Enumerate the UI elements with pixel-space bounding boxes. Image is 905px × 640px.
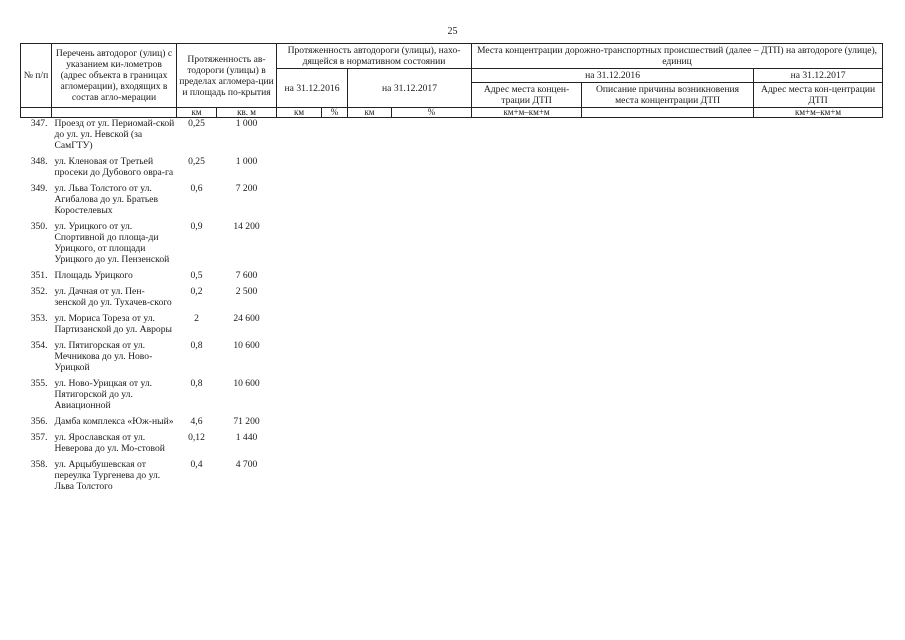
road-name: ул. Пятигорская от ул. Мечникова до ул. Ново-Урицкой	[54, 340, 153, 373]
header-dtp-addr-2016: Адрес места концен-трации ДТП	[472, 83, 582, 108]
road-name: ул. Ярославская от ул. Неверова до ул. Мо-стовой	[54, 432, 165, 454]
table-header	[21, 44, 883, 118]
road-area-sqm: 1 440	[235, 432, 258, 443]
row-number: 348.	[30, 156, 48, 167]
roads-table-container	[20, 43, 882, 497]
row-empty-cells	[277, 313, 883, 340]
table-row	[21, 416, 883, 432]
road-name: ул. Льва Толстого от ул. Агибалова до ул. Братьев Коростелевых	[54, 183, 159, 216]
road-name: ул. Урицкого от ул. Спортивной до площа-ди Урицкого, от площади Урицкого до ул. Пензенской	[54, 221, 170, 265]
header-dtp-desc-2016: Описание причины возникновения места концентрации ДТП	[582, 83, 754, 108]
road-area-sqm: 7 200	[235, 183, 258, 194]
row-number: 357.	[30, 432, 48, 443]
table-row	[21, 432, 883, 459]
table-row	[21, 156, 883, 183]
road-length-km: 0,8	[190, 340, 203, 351]
road-area-sqm: 7 600	[235, 270, 258, 281]
road-area-sqm: 4 700	[235, 459, 258, 470]
road-name: Дамба комплекса «Юж-ный»	[54, 416, 174, 427]
row-empty-cells	[277, 270, 883, 286]
road-name: ул. Арцыбушевская от переулка Тургенева до ул. Льва Толстого	[54, 459, 161, 492]
row-empty-cells	[277, 459, 883, 497]
road-area-sqm: 71 200	[233, 416, 260, 427]
unit-range-2016: км+м–км+м	[472, 108, 582, 118]
table-row	[21, 270, 883, 286]
row-empty-cells	[277, 432, 883, 459]
row-empty-cells	[277, 156, 883, 183]
unit-empty-3	[582, 108, 754, 118]
row-empty-cells	[277, 183, 883, 221]
page-number: 25	[447, 26, 458, 37]
row-number: 352.	[30, 286, 48, 297]
road-length-km: 0,12	[188, 432, 205, 443]
unit-empty-2	[52, 108, 177, 118]
row-number: 358.	[30, 459, 48, 470]
road-area-sqm: 24 600	[233, 313, 260, 324]
unit-sqm: кв. м	[217, 108, 277, 118]
header-dtp: Места концентрации дорожно-транспортных происшествий (далее – ДТП) на автодороге (улице), единиц	[472, 44, 883, 69]
header-dtp-addr-2017: Адрес места кон-центрации ДТП	[754, 83, 883, 108]
road-length-km: 0,5	[190, 270, 203, 281]
row-empty-cells	[277, 118, 883, 157]
road-area-sqm: 1 000	[235, 118, 258, 129]
row-number: 354.	[30, 340, 48, 351]
unit-km: км	[177, 108, 217, 118]
header-dtp-2017: на 31.12.2017	[754, 69, 883, 83]
road-length-km: 0,4	[190, 459, 203, 470]
units-row	[21, 108, 883, 118]
road-length-km: 0,25	[188, 156, 205, 167]
row-number: 347.	[30, 118, 48, 129]
table-row	[21, 459, 883, 497]
road-area-sqm: 1 000	[235, 156, 258, 167]
header-num: № п/п	[21, 44, 52, 108]
row-empty-cells	[277, 286, 883, 313]
road-area-sqm: 10 600	[233, 378, 260, 389]
row-number: 351.	[30, 270, 48, 281]
table-row	[21, 378, 883, 416]
row-number: 353.	[30, 313, 48, 324]
road-name: ул. Дачная от ул. Пен-зенской до ул. Тухачев-ского	[54, 286, 172, 308]
table-row	[21, 286, 883, 313]
road-name: ул. Кленовая от Третьей просеки до Дубового овра-га	[54, 156, 174, 178]
row-empty-cells	[277, 340, 883, 378]
road-length-km: 4,6	[190, 416, 203, 427]
header-norm-2017: на 31.12.2017	[348, 69, 472, 108]
unit-range-2017: км+м–км+м	[754, 108, 883, 118]
road-length-km: 0,9	[190, 221, 203, 232]
unit-pct-2016: %	[322, 108, 348, 118]
road-area-sqm: 14 200	[233, 221, 260, 232]
row-empty-cells	[277, 416, 883, 432]
road-length-km: 0,2	[190, 286, 203, 297]
unit-km-2017: км	[348, 108, 392, 118]
unit-km-2016: км	[277, 108, 322, 118]
table-row	[21, 221, 883, 270]
unit-pct-2017: %	[392, 108, 472, 118]
road-name: ул. Ново-Урицкая от ул. Пятигорской до ул. Авиационной	[54, 378, 153, 411]
row-empty-cells	[277, 378, 883, 416]
road-name: Проезд от ул. Периомай-ской до ул. ул. Невской (за СамГТУ)	[54, 118, 175, 151]
row-number: 350.	[30, 221, 48, 232]
road-length-km: 2	[194, 313, 199, 324]
road-name: Площадь Урицкого	[54, 270, 133, 281]
table-row	[21, 313, 883, 340]
unit-empty-1	[21, 108, 52, 118]
header-dtp-2016: на 31.12.2016	[472, 69, 754, 83]
header-norm-2016: на 31.12.2016	[277, 69, 348, 108]
row-number: 349.	[30, 183, 48, 194]
header-road-list: Перечень автодорог (улиц) с указанием ки-лометров (адрес объекта в границах агломерации), входящих в состав агло-мерации	[52, 44, 177, 108]
table-row	[21, 340, 883, 378]
road-length-km: 0,6	[190, 183, 203, 194]
road-length-km: 0,25	[188, 118, 205, 129]
road-area-sqm: 10 600	[233, 340, 260, 351]
table-row	[21, 183, 883, 221]
table-body	[21, 118, 883, 498]
row-empty-cells	[277, 221, 883, 270]
road-area-sqm: 2 500	[235, 286, 258, 297]
roads-table	[20, 43, 883, 497]
row-number: 355.	[30, 378, 48, 389]
road-name: ул. Мориса Тореза от ул. Партизанской до ул. Авроры	[54, 313, 172, 335]
table-row	[21, 118, 883, 157]
header-normative: Протяженность автодороги (улицы), нахо-дящейся в нормативном состоянии	[277, 44, 472, 69]
road-length-km: 0,8	[190, 378, 203, 389]
header-length: Протяженность ав-тодороги (улицы) в пределах агломера-ции и площадь по-крытия	[177, 44, 277, 108]
row-number: 356.	[30, 416, 48, 427]
